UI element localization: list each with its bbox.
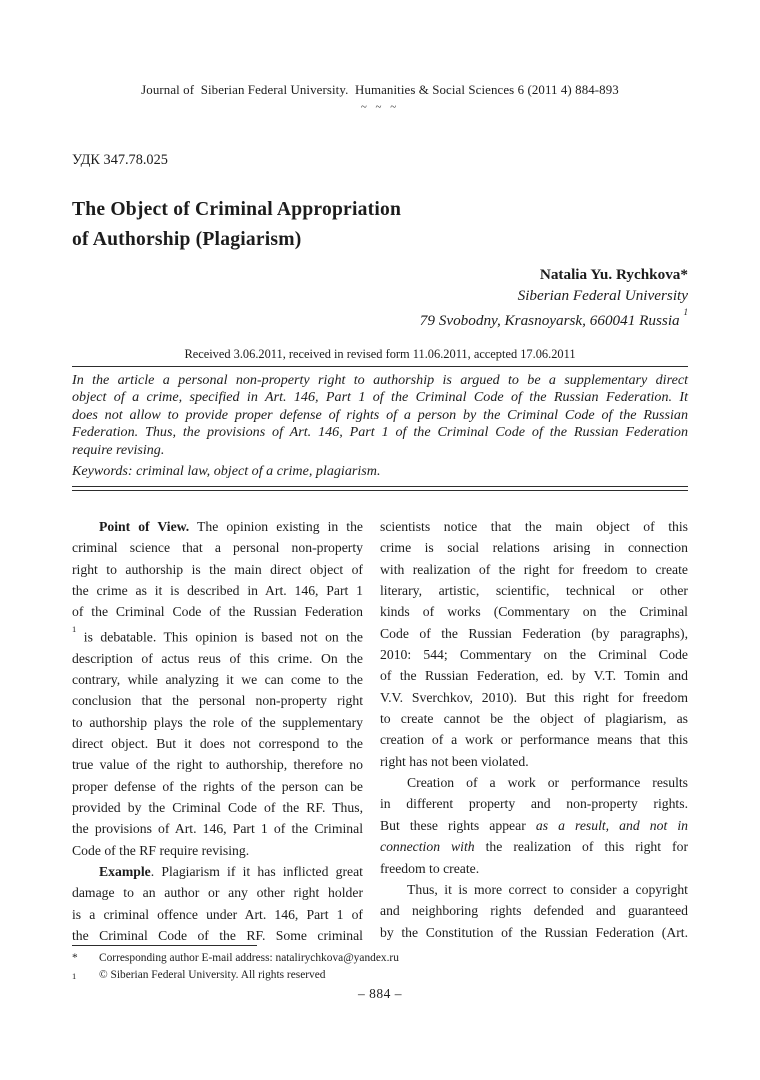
text-line xyxy=(380,815,688,836)
text-line xyxy=(72,797,363,818)
text-segment: provided by the Criminal Code of the RF. Thus, xyxy=(72,800,363,816)
text-line xyxy=(72,424,688,441)
text-segment: of the Russian Federation, ed. by V.T. Tomin and xyxy=(380,668,688,684)
text-line xyxy=(72,389,688,406)
text-segment: criminal science that a personal non-property xyxy=(72,540,363,556)
text-segment: damage to an author or any other right holder xyxy=(72,885,363,901)
text-line xyxy=(380,623,688,644)
text-segment: Example xyxy=(99,864,151,880)
text-segment: in different property and non-property rights. xyxy=(380,796,688,812)
text-line xyxy=(380,836,688,857)
text-line xyxy=(72,861,363,882)
abstract-top-rule xyxy=(72,366,688,367)
udc-code: УДК 347.78.025 xyxy=(72,152,168,168)
text-line xyxy=(72,882,363,903)
journal-header-line: Journal of Siberian Federal University. Humanities & Social Sciences 6 (2011 4) 884-893 xyxy=(141,83,619,97)
text-line xyxy=(72,559,363,580)
text-line xyxy=(380,772,688,793)
text-line xyxy=(72,840,363,861)
text-segment: the provisions of Art. 146, Part 1 of the Criminal xyxy=(72,821,363,837)
text-segment: right has not been violated. xyxy=(380,753,529,769)
text-segment: the crime as it is described in Art. 146, Part 1 xyxy=(72,583,363,599)
text-segment: description of actus reus of this crime. On the xyxy=(72,650,363,666)
text-segment: The opinion existing in the xyxy=(189,519,363,534)
text-line xyxy=(380,793,688,814)
text-line xyxy=(72,669,363,690)
text-line xyxy=(72,372,688,389)
text-line xyxy=(72,442,688,459)
text-segment: by the Constitution of the Russian Federation (Art. xyxy=(380,924,688,940)
text-line xyxy=(72,925,363,946)
text-segment: require revising. xyxy=(72,441,165,458)
text-line xyxy=(72,712,363,733)
text-line xyxy=(72,904,363,925)
text-segment: freedom to create. xyxy=(380,860,480,876)
text-segment: and neighboring rights defended and guaranteed xyxy=(380,903,688,919)
text-line xyxy=(72,690,363,711)
text-line xyxy=(380,879,688,900)
text-line xyxy=(72,537,363,558)
text-line xyxy=(72,623,363,648)
text-segment: to create cannot be the object of plagiarism, as xyxy=(380,711,688,727)
author-address xyxy=(72,306,688,332)
text-segment: true value of the right to authorship, therefore no xyxy=(72,757,363,773)
text-line xyxy=(380,665,688,686)
text-segment: 2010: 544; Commentary on the Criminal Code xyxy=(380,647,688,663)
footnote-ref: 1 xyxy=(72,623,77,634)
author-name: Natalia Yu. Rychkova* xyxy=(539,266,688,283)
keywords-line: Keywords: criminal law, object of a crime, plagiarism. xyxy=(72,463,381,479)
article-title-line2: of Authorship (Plagiarism) xyxy=(72,228,302,250)
author-block xyxy=(72,265,688,332)
text-segment: Creation of a work or performance results xyxy=(407,775,688,791)
text-line xyxy=(380,687,688,708)
body-columns xyxy=(72,516,688,946)
text-segment: right to authorship is the main direct object of xyxy=(72,561,363,577)
footnote-text: © Siberian Federal University. All rights reserved xyxy=(99,968,326,981)
text-line xyxy=(380,601,688,622)
text-segment: the realization of this right for xyxy=(474,839,688,855)
body-column-left xyxy=(72,516,363,946)
text-segment: Point of View. xyxy=(99,519,190,534)
text-segment: of the Criminal Code of the Russian Federation xyxy=(72,604,363,620)
footnote-item xyxy=(72,967,688,984)
text-line xyxy=(72,754,363,775)
article-title xyxy=(72,195,688,254)
text-line xyxy=(380,708,688,729)
text-segment: literary, artistic, scientific, technical or other xyxy=(380,583,688,599)
text-segment: Thus, it is more correct to consider a copyright xyxy=(407,881,688,897)
footnote-item xyxy=(72,950,688,967)
text-line xyxy=(72,601,363,622)
page-number: – 884 – xyxy=(358,986,402,1001)
text-line xyxy=(72,648,363,669)
text-segment: Federation. Thus, the provisions of Art. 146, Part 1 of the Criminal Code of the Russian Federation xyxy=(72,424,688,441)
text-segment: direct object. But it does not correspond to the xyxy=(72,736,363,751)
text-line xyxy=(380,858,688,879)
text-line xyxy=(380,729,688,750)
text-segment: In the article a personal non-property right to authorship is argued to be a supplementary direct xyxy=(72,372,688,388)
article-title-line1: The Object of Criminal Appropriation xyxy=(72,199,402,220)
text-segment: does not allow to provide proper defense of rights of a person by the Criminal Code of the Russian xyxy=(72,406,688,423)
author-address-text: 79 Svobodny, Krasnoyarsk, 660041 Russia xyxy=(419,312,684,330)
abstract xyxy=(72,372,688,459)
text-line xyxy=(72,776,363,797)
text-segment: crime is social relations arising in connection xyxy=(380,540,688,556)
text-segment: proper defense of the rights of the person can be xyxy=(72,778,363,794)
text-line xyxy=(72,818,363,839)
text-segment: Code of the Russian Federation (by paragraphs), xyxy=(380,625,688,641)
footnote-rule xyxy=(72,945,257,946)
text-segment: is debatable. This opinion is based not on the xyxy=(76,629,363,645)
footnote-text: Corresponding author E-mail address: natalirychkova@yandex.ru xyxy=(99,952,399,964)
text-line xyxy=(380,516,688,537)
text-segment: scientists notice that the main object of this xyxy=(380,519,688,534)
text-segment: is a criminal offence under Art. 146, Part 1 of xyxy=(72,906,363,922)
text-segment: contrary, while analyzing it we can come to the xyxy=(72,671,363,687)
received-dates-line: Received 3.06.2011, received in revised form 11.06.2011, accepted 17.06.2011 xyxy=(184,347,576,361)
text-line xyxy=(380,580,688,601)
footnotes xyxy=(72,950,688,983)
text-line xyxy=(72,733,363,754)
text-line xyxy=(72,407,688,424)
footnote-marker: * xyxy=(72,952,78,964)
text-line xyxy=(72,580,363,601)
footnote-ref-1: 1 xyxy=(683,306,688,317)
text-line xyxy=(380,900,688,921)
text-segment: creation of a work or performance means that this xyxy=(380,732,688,748)
text-line xyxy=(380,644,688,665)
text-segment: Code of the RF require revising. xyxy=(72,842,250,858)
tilde-separator: ~ ~ ~ xyxy=(360,101,400,113)
text-segment: V.V. Sverchkov, 2010). But this right for freedom xyxy=(380,689,688,705)
text-line xyxy=(380,922,688,943)
text-segment: as a result, and not in xyxy=(535,817,688,833)
text-segment: connection with xyxy=(380,839,475,855)
text-line xyxy=(380,559,688,580)
text-segment: conclusion that the personal non-property right xyxy=(72,693,363,709)
author-affiliation: Siberian Federal University xyxy=(517,286,688,304)
text-segment: kinds of works (Commentary on the Criminal xyxy=(380,604,688,620)
text-segment: with realization of the right for freedom to create xyxy=(380,561,688,577)
text-segment: But these rights appear xyxy=(380,817,536,833)
text-line xyxy=(72,516,363,537)
footnote-marker: 1 xyxy=(72,971,77,981)
text-segment: to authorship plays the role of the supplementary xyxy=(72,714,363,730)
text-segment: object of a crime, specified in Art. 146, Part 1 of the Criminal Code of the Russian Federation. It xyxy=(72,389,688,406)
text-segment: the Criminal Code of the RF. Some criminal xyxy=(72,928,363,944)
abstract-bottom-rule xyxy=(72,486,688,491)
body-column-right xyxy=(380,516,688,946)
text-segment: . Plagiarism if it has inflicted great xyxy=(150,864,363,880)
text-line xyxy=(380,751,688,772)
text-line xyxy=(380,537,688,558)
